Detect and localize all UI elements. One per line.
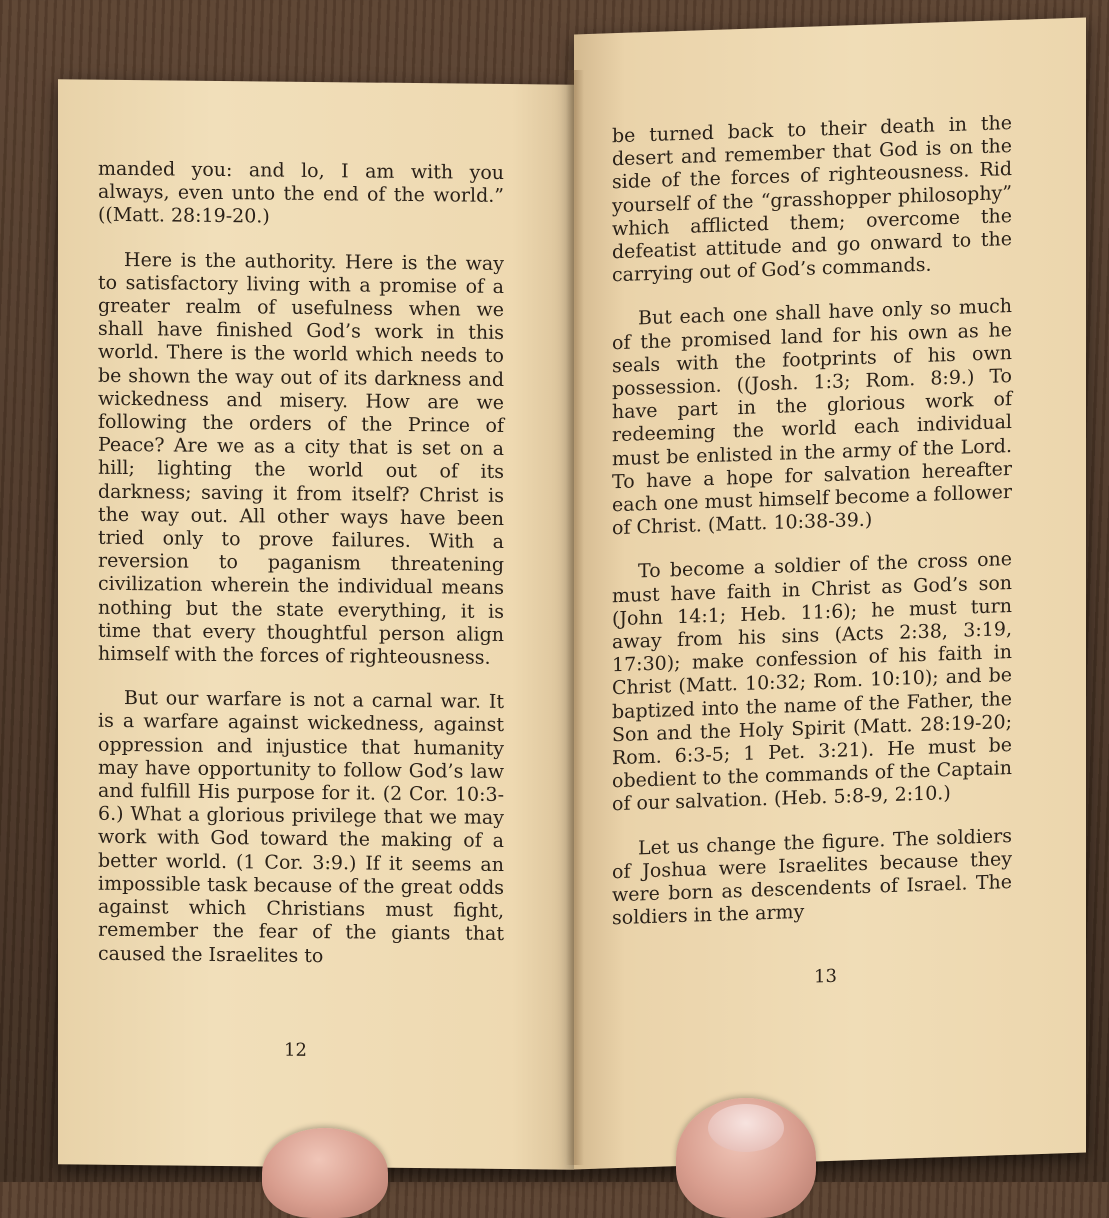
thumbnail-nail: [708, 1104, 784, 1152]
left-page-number: 12: [284, 1039, 307, 1061]
right-paragraph-2: But each one shall have only so much of the promised land for his own as he seals with the footprints of his own possession. ((Josh. 1:3; Rom. 8:9.) To have part in the glorious work of redeeming the world each individual must be enlisted in the army of the Lord. To have a hope for salvation hereafter each one must himself become a follower of Christ. (Matt. 10:38-39.): [612, 295, 1012, 540]
right-thumb: [676, 1098, 816, 1218]
left-page-text: [98, 158, 504, 991]
left-paragraph-2: Here is the authority. Here is the way to satisfactory living with a promise of a greater realm of usefulness when we shall have finished God’s work in this world. There is the world which needs to be shown the way out of its darkness and wickedness and misery. How are we following the orders of the Prince of Peace? Are we as a city that is set on a hill; lighting the world out of its darkness; saving it from itself? Christ is the way out. All other ways have been tried only to prove failures. With a reversion to paganism threatening civilization wherein the individual means nothing but the state everything, it is time that every thoughtful person align himself with the forces of righteousness.: [98, 248, 504, 669]
left-paragraph-3: But our warfare is not a carnal war. It is a warfare against wickedness, against oppression and injustice that humanity may have opportunity to follow God’s law and fulfill His purpose for it. (2 Cor. 10:3-6.) What a glorious privilege that we may work with God toward the making of a better world. (1 Cor. 3:9.) If it seems an impossible task because of the great odds against which Christians must fight, remember the fear of the giants that caused the Israelites to: [98, 687, 504, 967]
left-paragraph-1: manded you: and lo, I am with you always, even unto the end of the world.” ((Matt. 28:19-20.): [98, 157, 504, 228]
left-thumb: [262, 1128, 388, 1218]
right-paragraph-3: To become a soldier of the cross one must have faith in Christ as God’s son (John 14:1; Heb. 11:6); he must turn away from his sins (Acts 2:38, 3:19, 17:30); make confession of his faith in Christ (Matt. 10:32; Rom. 10:10); and be baptized into the name of the Father, the Son and the Holy Spirit (Matt. 28:19-20; Rom. 6:3-5; 1 Pet. 3:21). He must be obedient to the commands of the Captain of our salvation. (Heb. 5:8-9, 2:10.): [612, 548, 1012, 816]
booklet-gutter: [566, 70, 584, 1165]
right-paragraph-4: Let us change the figure. The soldiers of Joshua were Israelites because they were born as descendents of Israel. The soldiers in the army: [612, 824, 1012, 930]
right-paragraph-1: be turned back to their death in the desert and remember that God is on the side of the forces of righteousness. Rid yourself of the “grasshopper philosophy” which afflicted them; overcome the defeatist attitude and go onward to the carrying out of God’s commands.: [612, 111, 1012, 287]
right-page-text: [612, 112, 1012, 952]
right-page-number: 13: [814, 965, 837, 988]
left-page: [58, 79, 574, 1169]
right-page: [574, 18, 1086, 1170]
